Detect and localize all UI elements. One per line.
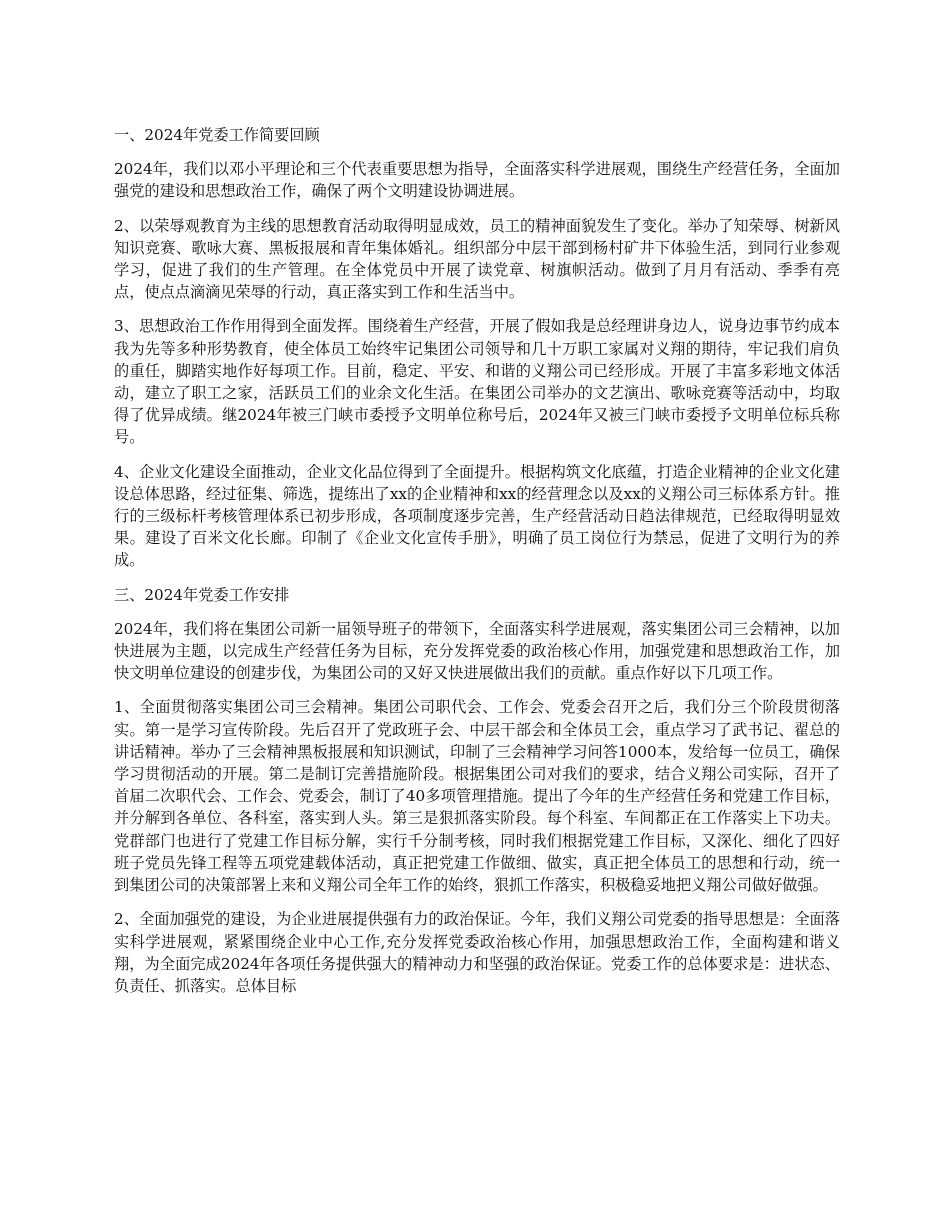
section-heading-review: 一、2024年党委工作简要回顾 [114, 126, 320, 144]
paragraph-item-3: 3、思想政治工作作用得到全面发挥。围绕着生产经营，开展了假如我是总经理讲身边人，说身边事节约成本我为先等多种形势教育，使全体员工始终牢记集团公司领导和几十万职工家属对义翔的期待，牢记我们肩负的重任，脚踏实地作好每项工作。目前，稳定、平安、和谐的义翔公司已经形成。开展了丰富多彩地文体活动，建立了职工之家，活跃员工们的业余文化生活。在集团公司举办的文艺演出、歌咏竞赛等活动中，均取得了优异成绩。继2024年被三门峡市委授予文明单位称号后，2024年又被三门峡市委授予文明单位标兵称号。 [114, 317, 840, 447]
paragraph-plan-intro: 2024年，我们将在集团公司新一届领导班子的带领下，全面落实科学进展观，落实集团公司三会精神，以加快进展为主题，以完成生产经营任务为目标，充分发挥党委的政治核心作用，加强党建和思想政治工作，加快文明单位建设的创建步伐，为集团公司的又好又快进展做出我们的贡献。重点作好以下几项工作。 [114, 619, 840, 683]
paragraph-plan-item-1: 1、全面贯彻落实集团公司三会精神。集团公司职代会、工作会、党委会召开之后，我们分三个阶段贯彻落实。第一是学习宣传阶段。先后召开了党政班子会、中层干部会和全体员工会，重点学习了武书记、翟总的讲话精神。举办了三会精神黑板报展和知识测试，印制了三会精神学习问答1000本，发给每一位员工，确保学习贯彻活动的开展。第二是制订完善措施阶段。根据集团公司对我们的要求，结合义翔公司实际，召开了首届二次职代会、工作会、党委会，制订了40多项管理措施。提出了今年的生产经营任务和党建工作目标，并分解到各单位、各科室，落实到人头。第三是狠抓落实阶段。每个科室、车间都正在工作落实上下功夫。党群部门也进行了党建工作目标分解，实行千分制考核，同时我们根据党建工作目标，又深化、细化了四好班子党员先锋工程等五项党建载体活动，真正把党建工作做细、做实，真正把全体员工的思想和行动，统一到集团公司的决策部署上来和义翔公司全年工作的始终，狠抓工作落实，积极稳妥地把义翔公司做好做强。 [114, 698, 840, 895]
section-heading-plan: 三、2024年党委工作安排 [114, 585, 290, 604]
document-page [114, 124, 840, 1009]
paragraph-item-2: 2、以荣辱观教育为主线的思想教育活动取得明显成效，员工的精神面貌发生了变化。举办了知荣辱、树新风知识竞赛、歌咏大赛、黑板报展和青年集体婚礼。组织部分中层干部到杨村矿井下体验生活，到同行业参观学习，促进了我们的生产管理。在全体党员中开展了读党章、树旗帜活动。做到了月月有活动、季季有亮点，使点点滴滴见荣辱的行动，真正落实到工作和生活当中。 [114, 216, 840, 302]
paragraph-summary: 2024年，我们以邓小平理论和三个代表重要思想为指导，全面落实科学进展观，围绕生产经营任务，全面加强党的建设和思想政治工作，确保了两个文明建设协调进展。 [114, 160, 840, 201]
paragraph-plan-item-2: 2、全面加强党的建设，为企业进展提供强有力的政治保证。今年，我们义翔公司党委的指导思想是：全面落实科学进展观，紧紧围绕企业中心工作,充分发挥党委政治核心作用，加强思想政治工作，全面构建和谐义翔，为全面完成2024年各项任务提供强大的精神动力和坚强的政治保证。党委工作的总体要求是：进状态、负责任、抓落实。总体目标 [114, 910, 840, 995]
paragraph-item-4: 4、企业文化建设全面推动，企业文化品位得到了全面提升。根据构筑文化底蕴，打造企业精神的企业文化建设总体思路，经过征集、筛选，提练出了xx的企业精神和xx的经营理念以及xx的义翔公司三标体系方针。推行的三级标杆考核管理体系已初步形成，各项制度逐步完善，生产经营活动日趋法律规范，已经取得明显效果。建设了百米文化长廊。印制了《企业文化宣传手册》，明确了员工岗位行为禁忌，促进了文明行为的养成。 [114, 462, 840, 570]
